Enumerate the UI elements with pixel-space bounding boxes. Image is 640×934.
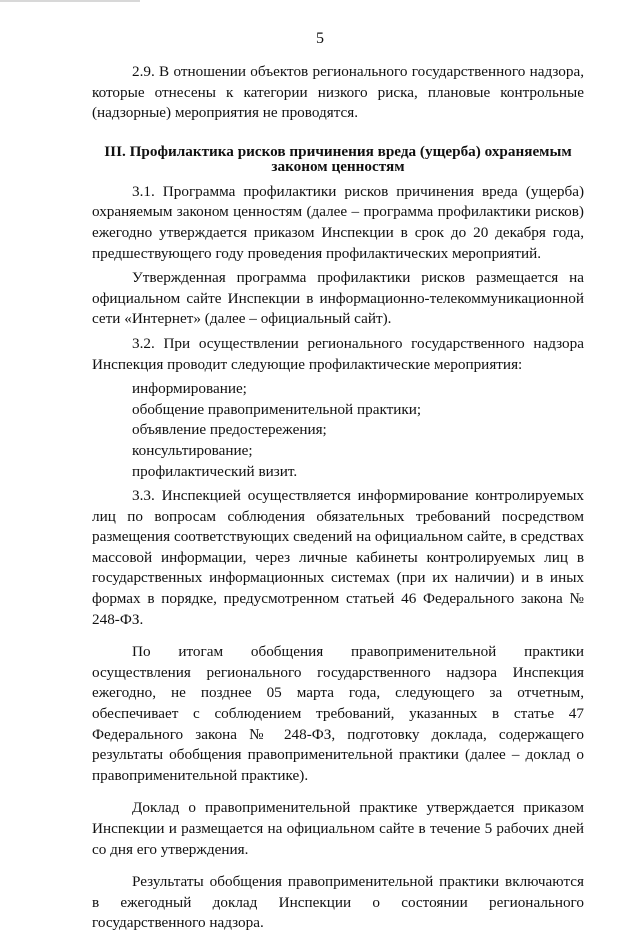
- paragraph-3-1-publication: Утвержденная программа профилактики рисков размещается на официальном сайте Инспекции в информационно-телекоммуникационной сети «Интернет» (далее – официальный сайт).: [92, 269, 584, 328]
- paragraph-3-1: 3.1. Программа профилактики рисков причинения вреда (ущерба) охраняемым законом ценностям (далее – программа профилактики рисков) ежегодно утверждается приказом Инспекции в срок до 20 декабря года, предшествующего году проведения профилактических мероприятий.: [92, 182, 584, 262]
- paragraph-report-approval: Доклад о правоприменительной практике утверждается приказом Инспекции и размещается на официальном сайте в течение 5 рабочих дней со дня его утверждения.: [92, 799, 584, 858]
- paragraph-2-9: 2.9. В отношении объектов регионального государственного надзора, которые отнесены к категории низкого риска, плановые контрольные (надзорные) мероприятия не проводятся.: [92, 63, 584, 122]
- measures-list: [92, 379, 584, 482]
- section-heading-line-1: III. Профилактика рисков причинения вреда (ущерба) охраняемым: [104, 142, 572, 160]
- paragraph-practice-summary: По итогам обобщения правоприменительной практики осуществления регионального государственного надзора Инспекция ежегодно, не позднее 05 марта года, следующего за отчетным, обеспечивает с соблюдением требований, указанных в статье 47 Федерального закона № 248-ФЗ, подготовку доклада, содержащего результаты обобщения правоприменительной практики (далее – доклад о правоприменительной практике).: [92, 643, 584, 784]
- list-item: консультирование;: [132, 441, 253, 459]
- list-item: обобщение правоприменительной практики;: [132, 400, 422, 418]
- document-body: [92, 62, 584, 934]
- paragraph-results-inclusion: Результаты обобщения правоприменительной практики включаются в ежегодный доклад Инспекции о состоянии регионального государственного надзора.: [92, 873, 584, 932]
- list-item: объявление предостережения;: [132, 421, 327, 439]
- section-heading-line-2: законом ценностям: [271, 157, 405, 175]
- page-number: 5: [316, 30, 324, 47]
- paragraph-3-3: 3.3. Инспекцией осуществляется информирование контролируемых лиц по вопросам соблюдения обязательных требований посредством размещения соответствующих сведений на официальном сайте, в средствах массовой информации, через личные кабинеты контролируемых лиц в государственных информационных системах (при их наличии) и в иных формах в порядке, предусмотренном статьей 46 Федерального закона № 248-ФЗ.: [92, 487, 584, 628]
- section-heading: [92, 144, 584, 174]
- list-item: профилактический визит.: [132, 462, 298, 480]
- scan-edge-mark: [0, 0, 140, 2]
- list-item: информирование;: [132, 380, 247, 398]
- paragraph-3-2: 3.2. При осуществлении регионального государственного надзора Инспекция проводит следующие профилактические мероприятия:: [92, 334, 584, 373]
